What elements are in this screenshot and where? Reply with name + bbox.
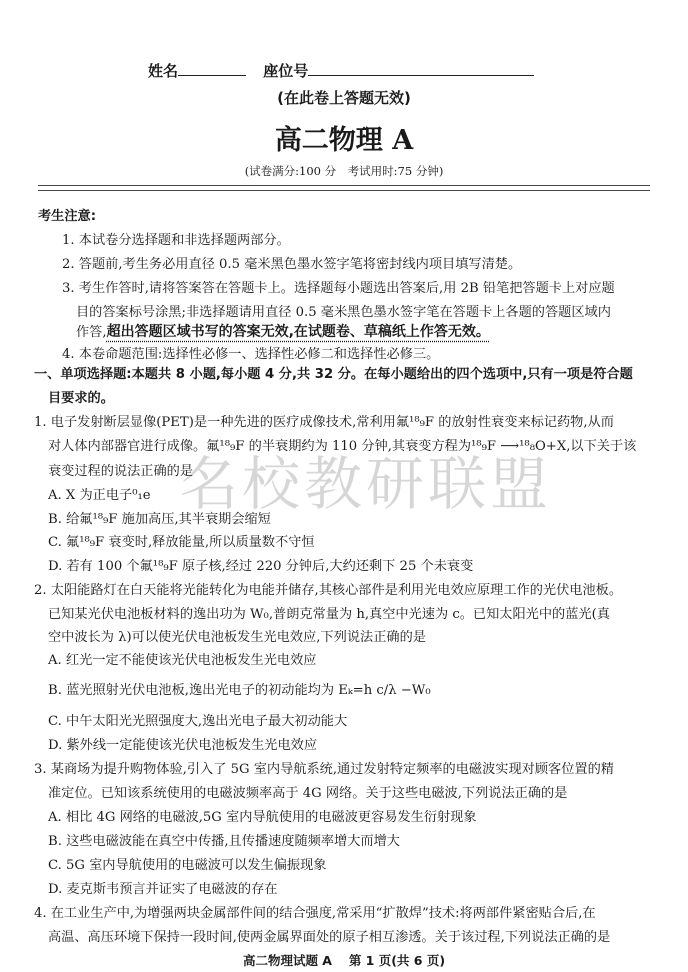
- question-3-option-C: C. 5G 室内导航使用的电磁波可以发生偏振现象: [48, 858, 327, 873]
- name-label: 姓名: [148, 62, 179, 80]
- question-1-stem: 对人体内部器官进行成像。氟¹⁸₉F 的半衰期约为 110 分钟,其衰变方程为¹⁸₉F ⟶¹⁸₈O+X,以下关于该: [48, 439, 637, 454]
- section-heading: 目要求的。: [48, 391, 114, 406]
- question-1-option-C: C. 氟¹⁸₉F 衰变时,释放能量,所以质量数不守恒: [48, 535, 315, 550]
- question-3-option-A: A. 相比 4G 网络的电磁波,5G 室内导航使用的电磁波更容易发生衍射现象: [48, 810, 477, 825]
- question-1-option-A: A. X 为正电子⁰₁e: [48, 488, 151, 503]
- page-title: 高二物理 A: [274, 125, 414, 156]
- seat-field[interactable]: [308, 61, 534, 76]
- notice-item: 2. 答题前,考生务必用直径 0.5 毫米黑色墨水签字笔将密封线内项目填写清楚。: [62, 257, 522, 272]
- question-3-option-B: B. 这些电磁波能在真空中传播,且传播速度随频率增大而增大: [48, 834, 400, 849]
- divider: [38, 185, 650, 186]
- question-2-stem: 空中波长为 λ)可以使光伏电池板发生光电效应,下列说法正确的是: [48, 630, 426, 645]
- name-field[interactable]: [148, 60, 534, 81]
- section-heading: 一、单项选择题:本题共 8 小题,每小题 4 分,共 32 分。在每小题给出的四个选项中,只有一项是符合题: [34, 367, 633, 382]
- seat-label: 座位号: [263, 62, 309, 80]
- notice-heading: 考生注意:: [38, 209, 97, 224]
- notice-item-text: 作答,: [76, 325, 107, 340]
- question-1-stem: 衰变过程的说法正确的是: [48, 464, 194, 479]
- question-3-stem: 3. 某商场为提升购物体验,引入了 5G 室内导航系统,通过发射特定频率的电磁波实现对顾客位置的精: [34, 762, 614, 777]
- invalid-note: (在此卷上答题无效): [277, 89, 411, 107]
- notice-emphasis: 超出答题区域书写的答案无效,在试题卷、草稿纸上作答无效。: [106, 324, 490, 340]
- question-2-option-C: C. 中午太阳光光照强度大,逸出光电子最大初动能大: [48, 714, 348, 729]
- question-3-stem: 准定位。已知该系统使用的电磁波频率高于 4G 网络。关于这些电磁波,下列说法正确的是: [48, 786, 568, 801]
- notice-item: [76, 323, 490, 342]
- notice-item: 目的答案标号涂黑;非选择题请用直径 0.5 毫米黑色墨水签字笔在答题卡上各题的答题区域内: [76, 305, 611, 320]
- watermark: 名校教研联盟: [180, 450, 553, 518]
- question-3-option-D: D. 麦克斯韦预言并证实了电磁波的存在: [48, 882, 278, 897]
- page-footer: 高二物理试题 A 第 1 页(共 6 页): [242, 953, 446, 968]
- question-2-option-A: A. 红光一定不能使该光伏电池板发生光电效应: [48, 653, 317, 668]
- notice-item: 1. 本试卷分选择题和非选择题两部分。: [62, 233, 290, 248]
- notice-item: 4. 本卷命题范围:选择性必修一、选择性必修二和选择性必修三。: [62, 347, 440, 362]
- question-2-stem: 已知某光伏电池板材料的逸出功为 W₀,普朗克常量为 h,真空中光速为 c。已知太阳光中的蓝光(真: [48, 607, 610, 622]
- question-4-stem: 4. 在工业生产中,为增强两块金属部件间的结合强度,常采用“扩散焊”技术:将两部件紧密贴合后,在: [34, 906, 596, 921]
- question-2-option-B: B. 蓝光照射光伏电池板,逸出光电子的初动能均为 Eₖ=h c/λ −W₀: [48, 683, 431, 698]
- question-4-stem: 高温、高压环境下保持一段时间,使两金属界面处的原子相互渗透。关于该过程,下列说法正确的是: [48, 930, 611, 945]
- question-2-option-D: D. 紫外线一定能使该光伏电池板发生光电效应: [48, 738, 318, 753]
- divider: [38, 190, 650, 191]
- question-1-stem: 1. 电子发射断层显像(PET)是一种先进的医疗成像技术,常利用氟¹⁸₉F 的放射性衰变来标记药物,从而: [34, 415, 614, 430]
- question-1-option-B: B. 给氟¹⁸₉F 施加高压,其半衰期会缩短: [48, 512, 271, 527]
- notice-item: 3. 考生作答时,请将答案答在答题卡上。选择题每小题选出答案后,用 2B 铅笔把答题卡上对应题: [62, 281, 615, 296]
- question-2-stem: 2. 太阳能路灯在白天能将光能转化为电能并储存,其核心部件是利用光电效应原理工作的光伏电池板。: [34, 583, 623, 598]
- question-1-option-D: D. 若有 100 个氟¹⁸₉F 原子核,经过 220 分钟后,大约还剩下 25 个未衰变: [48, 559, 474, 574]
- exam-info: (试卷满分:100 分 考试用时:75 分钟): [244, 164, 444, 178]
